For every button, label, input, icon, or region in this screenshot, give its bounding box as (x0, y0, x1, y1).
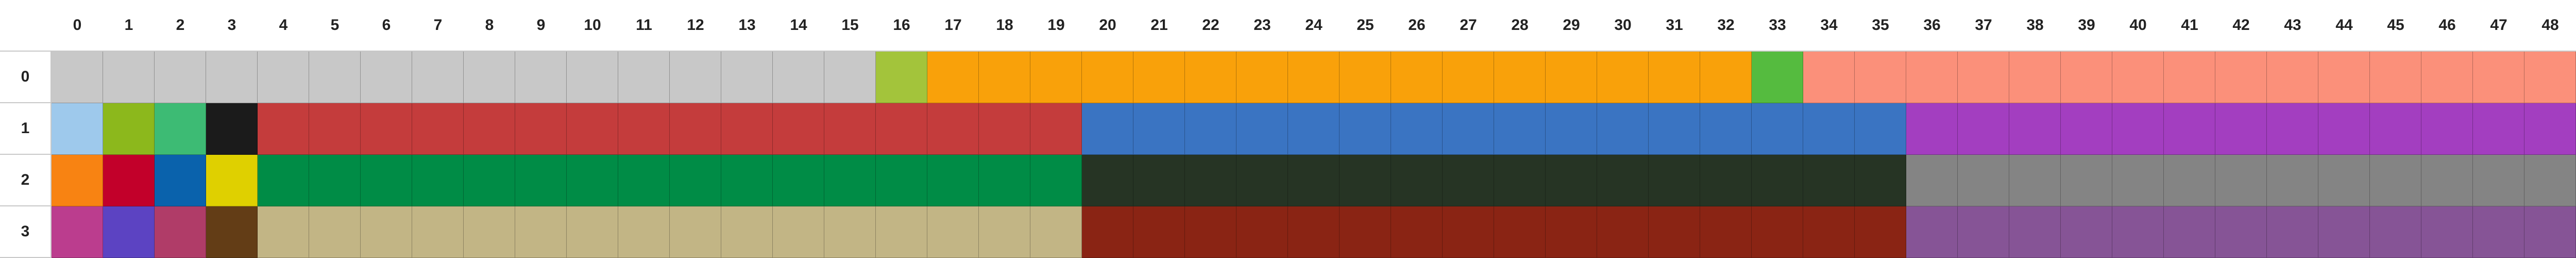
color-swatch[interactable] (515, 206, 567, 258)
color-swatch[interactable] (824, 52, 876, 103)
color-swatch[interactable] (412, 52, 464, 103)
color-swatch[interactable] (464, 155, 515, 206)
column-header[interactable]: 41 (2164, 0, 2215, 52)
color-swatch[interactable] (309, 103, 361, 155)
color-swatch[interactable] (2215, 155, 2267, 206)
color-swatch[interactable] (2370, 103, 2421, 155)
color-swatch[interactable] (2009, 155, 2061, 206)
column-header[interactable]: 44 (2318, 0, 2370, 52)
column-header[interactable]: 26 (1391, 0, 1443, 52)
corner-cell (0, 0, 52, 52)
color-swatch[interactable] (618, 206, 670, 258)
color-swatch[interactable] (824, 103, 876, 155)
color-swatch[interactable] (1546, 206, 1597, 258)
color-swatch[interactable] (2370, 155, 2421, 206)
color-swatch[interactable] (1752, 206, 1803, 258)
color-swatch[interactable] (155, 206, 206, 258)
color-swatch[interactable] (1546, 155, 1597, 206)
column-header[interactable]: 7 (412, 0, 464, 52)
color-swatch[interactable] (1443, 103, 1494, 155)
color-swatch[interactable] (2061, 52, 2112, 103)
color-swatch[interactable] (1133, 52, 1185, 103)
column-header[interactable]: 38 (2009, 0, 2061, 52)
color-swatch[interactable] (2164, 155, 2215, 206)
color-swatch[interactable] (618, 155, 670, 206)
color-swatch[interactable] (258, 206, 309, 258)
color-swatch[interactable] (876, 155, 927, 206)
color-swatch[interactable] (876, 52, 927, 103)
color-swatch[interactable] (2061, 103, 2112, 155)
column-header[interactable]: 19 (1030, 0, 1082, 52)
color-swatch[interactable] (1236, 155, 1288, 206)
color-swatch[interactable] (2421, 52, 2473, 103)
color-swatch[interactable] (721, 52, 773, 103)
color-swatch[interactable] (1906, 103, 1958, 155)
color-swatch[interactable] (52, 206, 103, 258)
color-swatch[interactable] (1340, 103, 1391, 155)
color-swatch[interactable] (721, 103, 773, 155)
column-header[interactable]: 10 (567, 0, 618, 52)
color-swatch[interactable] (2421, 206, 2473, 258)
color-swatch[interactable] (1391, 52, 1443, 103)
color-swatch[interactable] (2215, 206, 2267, 258)
color-swatch[interactable] (2215, 52, 2267, 103)
color-swatch[interactable] (2267, 155, 2318, 206)
column-header[interactable]: 47 (2473, 0, 2524, 52)
color-swatch[interactable] (2524, 52, 2576, 103)
color-swatch[interactable] (1649, 155, 1700, 206)
color-swatch[interactable] (2318, 52, 2370, 103)
color-swatch[interactable] (2164, 206, 2215, 258)
color-swatch[interactable] (361, 155, 412, 206)
color-swatch[interactable] (1391, 155, 1443, 206)
color-swatch[interactable] (2524, 155, 2576, 206)
color-swatch[interactable] (103, 155, 155, 206)
color-swatch[interactable] (1082, 103, 1133, 155)
color-swatch[interactable] (670, 206, 721, 258)
color-swatch[interactable] (1443, 206, 1494, 258)
row-header[interactable]: 3 (0, 206, 52, 258)
color-swatch[interactable] (1649, 103, 1700, 155)
color-swatch[interactable] (1494, 206, 1546, 258)
column-header[interactable]: 45 (2370, 0, 2421, 52)
color-swatch[interactable] (1597, 52, 1649, 103)
color-swatch[interactable] (2473, 155, 2524, 206)
column-header[interactable]: 13 (721, 0, 773, 52)
column-header[interactable]: 11 (618, 0, 670, 52)
color-swatch[interactable] (206, 52, 258, 103)
color-swatch[interactable] (2421, 103, 2473, 155)
color-swatch[interactable] (2318, 155, 2370, 206)
color-swatch[interactable] (206, 206, 258, 258)
column-header[interactable]: 33 (1752, 0, 1803, 52)
color-swatch[interactable] (1494, 52, 1546, 103)
color-swatch[interactable] (1700, 155, 1752, 206)
color-swatch[interactable] (1288, 206, 1340, 258)
color-swatch[interactable] (1340, 206, 1391, 258)
color-swatch[interactable] (1958, 52, 2009, 103)
color-swatch[interactable] (309, 206, 361, 258)
column-header[interactable]: 48 (2524, 0, 2576, 52)
color-swatch[interactable] (52, 52, 103, 103)
color-swatch[interactable] (2215, 103, 2267, 155)
color-swatch[interactable] (979, 206, 1030, 258)
color-swatch[interactable] (1030, 206, 1082, 258)
color-swatch[interactable] (618, 52, 670, 103)
color-swatch[interactable] (2421, 155, 2473, 206)
color-swatch[interactable] (1391, 103, 1443, 155)
color-swatch[interactable] (773, 103, 824, 155)
color-swatch[interactable] (2009, 52, 2061, 103)
color-swatch[interactable] (670, 155, 721, 206)
color-swatch[interactable] (515, 155, 567, 206)
column-header[interactable]: 1 (103, 0, 155, 52)
color-swatch[interactable] (1133, 206, 1185, 258)
color-swatch[interactable] (2009, 103, 2061, 155)
column-header[interactable]: 8 (464, 0, 515, 52)
column-header[interactable]: 18 (979, 0, 1030, 52)
column-header[interactable]: 16 (876, 0, 927, 52)
color-swatch[interactable] (927, 103, 979, 155)
color-swatch[interactable] (567, 206, 618, 258)
color-swatch[interactable] (1082, 155, 1133, 206)
color-swatch[interactable] (876, 103, 927, 155)
color-swatch[interactable] (2061, 155, 2112, 206)
color-swatch[interactable] (361, 52, 412, 103)
column-header[interactable]: 28 (1494, 0, 1546, 52)
color-swatch[interactable] (1082, 52, 1133, 103)
color-swatch[interactable] (2112, 52, 2164, 103)
color-swatch[interactable] (618, 103, 670, 155)
color-swatch[interactable] (52, 155, 103, 206)
column-header[interactable]: 17 (927, 0, 979, 52)
color-swatch[interactable] (1958, 206, 2009, 258)
color-swatch[interactable] (1185, 103, 1236, 155)
color-swatch[interactable] (2267, 103, 2318, 155)
color-swatch[interactable] (258, 103, 309, 155)
color-swatch[interactable] (361, 103, 412, 155)
column-header[interactable]: 30 (1597, 0, 1649, 52)
color-swatch[interactable] (670, 103, 721, 155)
column-header[interactable]: 46 (2421, 0, 2473, 52)
color-swatch[interactable] (103, 206, 155, 258)
color-swatch[interactable] (2370, 206, 2421, 258)
color-swatch[interactable] (1700, 103, 1752, 155)
color-swatch[interactable] (464, 52, 515, 103)
color-swatch[interactable] (1340, 52, 1391, 103)
color-swatch[interactable] (1752, 52, 1803, 103)
color-swatch[interactable] (773, 52, 824, 103)
color-swatch[interactable] (155, 103, 206, 155)
color-swatch[interactable] (155, 155, 206, 206)
color-swatch[interactable] (1030, 52, 1082, 103)
color-swatch[interactable] (824, 155, 876, 206)
color-swatch[interactable] (515, 52, 567, 103)
color-swatch[interactable] (2370, 52, 2421, 103)
color-swatch[interactable] (2061, 206, 2112, 258)
color-swatch[interactable] (515, 103, 567, 155)
color-swatch[interactable] (2267, 52, 2318, 103)
color-swatch[interactable] (1030, 103, 1082, 155)
color-swatch[interactable] (1494, 103, 1546, 155)
column-header[interactable]: 22 (1185, 0, 1236, 52)
color-swatch[interactable] (258, 52, 309, 103)
column-header[interactable]: 5 (309, 0, 361, 52)
color-swatch[interactable] (1700, 206, 1752, 258)
color-swatch[interactable] (2473, 103, 2524, 155)
color-swatch[interactable] (1236, 52, 1288, 103)
color-swatch[interactable] (1906, 52, 1958, 103)
color-swatch[interactable] (1855, 206, 1906, 258)
color-swatch[interactable] (361, 206, 412, 258)
color-swatch[interactable] (1185, 206, 1236, 258)
column-header[interactable]: 29 (1546, 0, 1597, 52)
color-swatch[interactable] (1855, 103, 1906, 155)
color-swatch[interactable] (1133, 155, 1185, 206)
color-swatch[interactable] (155, 52, 206, 103)
color-swatch[interactable] (1855, 155, 1906, 206)
color-swatch[interactable] (2318, 206, 2370, 258)
color-swatch[interactable] (1803, 155, 1855, 206)
column-header[interactable]: 25 (1340, 0, 1391, 52)
color-swatch[interactable] (979, 103, 1030, 155)
color-swatch[interactable] (670, 52, 721, 103)
color-swatch[interactable] (567, 52, 618, 103)
column-header[interactable]: 6 (361, 0, 412, 52)
color-swatch[interactable] (1803, 103, 1855, 155)
color-swatch[interactable] (1443, 52, 1494, 103)
color-swatch[interactable] (1185, 52, 1236, 103)
color-swatch[interactable] (1546, 52, 1597, 103)
column-header[interactable]: 2 (155, 0, 206, 52)
color-swatch[interactable] (1288, 155, 1340, 206)
color-swatch[interactable] (2009, 206, 2061, 258)
color-swatch[interactable] (2112, 206, 2164, 258)
color-swatch[interactable] (309, 155, 361, 206)
column-header[interactable]: 9 (515, 0, 567, 52)
column-header[interactable]: 34 (1803, 0, 1855, 52)
row-header[interactable]: 0 (0, 52, 52, 103)
column-header[interactable]: 0 (52, 0, 103, 52)
color-swatch[interactable] (927, 52, 979, 103)
color-swatch[interactable] (2164, 103, 2215, 155)
column-header[interactable]: 37 (1958, 0, 2009, 52)
row-header[interactable]: 2 (0, 155, 52, 206)
color-swatch[interactable] (412, 155, 464, 206)
column-header[interactable]: 31 (1649, 0, 1700, 52)
color-swatch[interactable] (464, 103, 515, 155)
color-swatch[interactable] (1752, 155, 1803, 206)
color-swatch[interactable] (2112, 103, 2164, 155)
color-swatch[interactable] (1494, 155, 1546, 206)
color-swatch[interactable] (876, 206, 927, 258)
color-swatch[interactable] (412, 103, 464, 155)
color-swatch[interactable] (103, 52, 155, 103)
color-swatch[interactable] (979, 52, 1030, 103)
color-swatch[interactable] (2112, 155, 2164, 206)
color-swatch[interactable] (103, 103, 155, 155)
column-header[interactable]: 12 (670, 0, 721, 52)
column-header[interactable]: 32 (1700, 0, 1752, 52)
color-swatch[interactable] (1082, 206, 1133, 258)
column-header[interactable]: 15 (824, 0, 876, 52)
column-header[interactable]: 3 (206, 0, 258, 52)
color-swatch[interactable] (1236, 103, 1288, 155)
column-header[interactable]: 21 (1133, 0, 1185, 52)
column-header[interactable]: 39 (2061, 0, 2112, 52)
color-swatch[interactable] (773, 155, 824, 206)
color-swatch[interactable] (52, 103, 103, 155)
row-header[interactable]: 1 (0, 103, 52, 155)
color-swatch[interactable] (206, 155, 258, 206)
color-swatch[interactable] (2524, 206, 2576, 258)
color-swatch[interactable] (721, 155, 773, 206)
color-swatch[interactable] (1700, 52, 1752, 103)
color-swatch[interactable] (927, 155, 979, 206)
color-swatch[interactable] (206, 103, 258, 155)
color-swatch[interactable] (1803, 206, 1855, 258)
column-header[interactable]: 4 (258, 0, 309, 52)
color-swatch[interactable] (1288, 52, 1340, 103)
color-swatch[interactable] (1597, 103, 1649, 155)
color-swatch[interactable] (1030, 155, 1082, 206)
color-swatch[interactable] (1340, 155, 1391, 206)
color-swatch[interactable] (1855, 52, 1906, 103)
column-header[interactable]: 14 (773, 0, 824, 52)
color-swatch[interactable] (1288, 103, 1340, 155)
color-swatch[interactable] (927, 206, 979, 258)
color-swatch[interactable] (1958, 155, 2009, 206)
color-swatch[interactable] (309, 52, 361, 103)
color-swatch[interactable] (2267, 206, 2318, 258)
color-swatch[interactable] (1752, 103, 1803, 155)
column-header[interactable]: 35 (1855, 0, 1906, 52)
color-swatch[interactable] (773, 206, 824, 258)
column-header[interactable]: 36 (1906, 0, 1958, 52)
color-swatch[interactable] (1958, 103, 2009, 155)
color-swatch[interactable] (567, 155, 618, 206)
color-swatch[interactable] (1597, 155, 1649, 206)
column-header[interactable]: 42 (2215, 0, 2267, 52)
color-swatch[interactable] (1133, 103, 1185, 155)
color-swatch[interactable] (1649, 206, 1700, 258)
color-swatch[interactable] (1906, 206, 1958, 258)
color-swatch[interactable] (1597, 206, 1649, 258)
color-swatch[interactable] (567, 103, 618, 155)
color-swatch[interactable] (1391, 206, 1443, 258)
column-header[interactable]: 40 (2112, 0, 2164, 52)
color-swatch[interactable] (1906, 155, 1958, 206)
column-header[interactable]: 27 (1443, 0, 1494, 52)
color-swatch[interactable] (1236, 206, 1288, 258)
color-swatch[interactable] (824, 206, 876, 258)
color-swatch[interactable] (258, 155, 309, 206)
color-swatch[interactable] (2473, 52, 2524, 103)
color-swatch[interactable] (2318, 103, 2370, 155)
column-header[interactable]: 20 (1082, 0, 1133, 52)
color-swatch[interactable] (979, 155, 1030, 206)
color-swatch[interactable] (2473, 206, 2524, 258)
color-swatch[interactable] (1546, 103, 1597, 155)
column-header[interactable]: 24 (1288, 0, 1340, 52)
color-swatch[interactable] (1185, 155, 1236, 206)
color-swatch[interactable] (2164, 52, 2215, 103)
color-swatch[interactable] (412, 206, 464, 258)
color-swatch[interactable] (1443, 155, 1494, 206)
color-swatch[interactable] (1803, 52, 1855, 103)
color-swatch[interactable] (1649, 52, 1700, 103)
color-swatch[interactable] (464, 206, 515, 258)
column-header[interactable]: 23 (1236, 0, 1288, 52)
color-swatch[interactable] (721, 206, 773, 258)
column-header[interactable]: 43 (2267, 0, 2318, 52)
color-swatch[interactable] (2524, 103, 2576, 155)
